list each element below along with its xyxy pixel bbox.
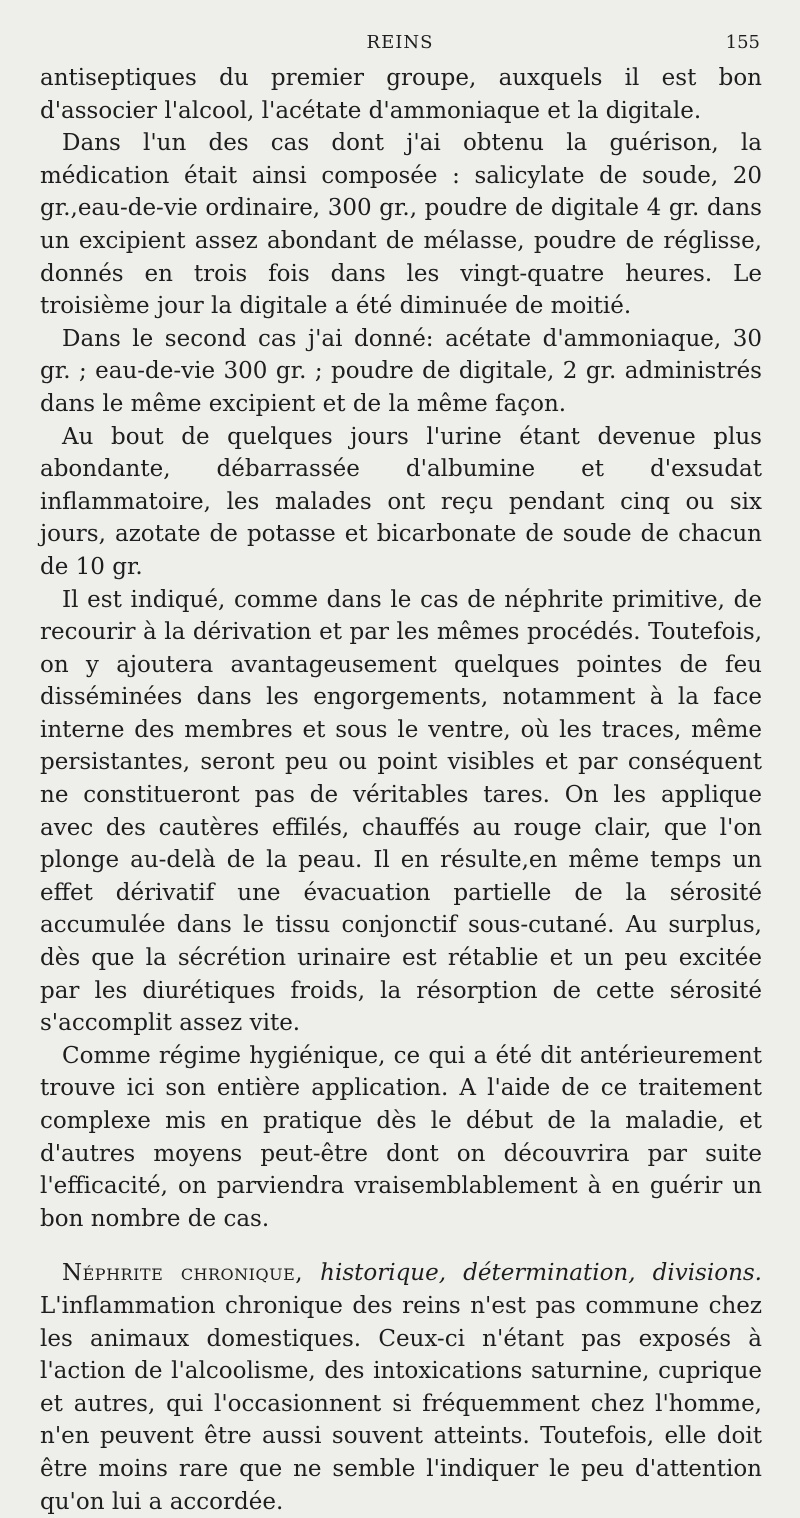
body-text: [40, 62, 762, 1518]
paragraph-follow-up: Au bout de quelques jours l'urine étant devenue plus abondante, débarrassée d'albumine et d'exsudat inflammatoire, les malades ont reçu pendant cinq ou six jours, azotate de potasse et bicarbonate de soude de chacun de 10 gr.: [40, 423, 762, 580]
paragraph-second-case: Dans le second cas j'ai donné: acétate d'ammoniaque, 30 gr. ; eau-de-vie 300 gr. ; poudre de digitale, 2 gr. administrés dans le même excipient et de la même façon.: [40, 325, 762, 417]
running-title: REINS: [366, 32, 434, 53]
running-head: [40, 22, 760, 62]
section-text: L'inflammation chronique des reins n'est pas commune chez les animaux domestiques. Ceux-ci n'étant pas exposés à l'action de l'alcoolisme, des intoxications saturnine, cuprique et autres, qui l'occasionnent si fréquemment chez l'homme, n'en peuvent être aussi souvent atteints. Toutefois, elle doit être moins rare que ne semble l'indiquer le peu d'attention qu'on lui a accordée.: [40, 1292, 762, 1515]
paragraph-derivation: Il est indiqué, comme dans le cas de néphrite primitive, de recourir à la dérivation et par les mêmes procédés. Toutefois, on y ajoutera avantageusement quelques pointes de feu disséminées dans les engorgements, notamment à la face interne des membres et sous le ventre, où les traces, même persistantes, seront peu ou point visibles et par conséquent ne constitueront pas de véritables tares. On les applique avec des cautères effilés, chauffés au rouge clair, que l'on plonge au-delà de la peau. Il en résulte,en même temps un effet dérivatif une évacuation partielle de la sérosité accumulée dans le tissu conjonctif sous-cutané. Au surplus, dès que la sécrétion urinaire est rétablie et un peu excitée par les diurétiques froids, la résorption de cette sérosité s'accomplit assez vite.: [40, 586, 762, 1037]
paragraph-first-case: Dans l'un des cas dont j'ai obtenu la guérison, la médication était ainsi composée : salicylate de soude, 20 gr.,eau-de-vie ordinaire, 300 gr., poudre de digitale 4 gr. dans un excipient assez abondant de mélasse, poudre de réglisse, donnés en trois fois dans les vingt-quatre heures. Le troisième jour la digitale a été diminuée de moitié.: [40, 130, 762, 320]
page-number: 155: [725, 32, 760, 53]
paragraph-continued: antiseptiques du premier groupe, auxquels il est bon d'associer l'alcool, l'acétate d'ammoniaque et la digitale.: [40, 65, 762, 124]
section-title: Néphrite chronique,: [62, 1260, 304, 1287]
paragraph-regime: Comme régime hygiénique, ce qui a été dit antérieurement trouve ici son entière application. A l'aide de ce traitement complexe mis en pratique dès le début de la maladie, et d'autres moyens peut-être dont on découvrira par suite l'efficacité, on parviendra vraisemblablement à en guérir un bon nombre de cas.: [40, 1042, 762, 1232]
section-nephrite-chronique: [40, 1257, 762, 1518]
section-subtitle: historique, détermination, divisions.: [320, 1260, 762, 1287]
